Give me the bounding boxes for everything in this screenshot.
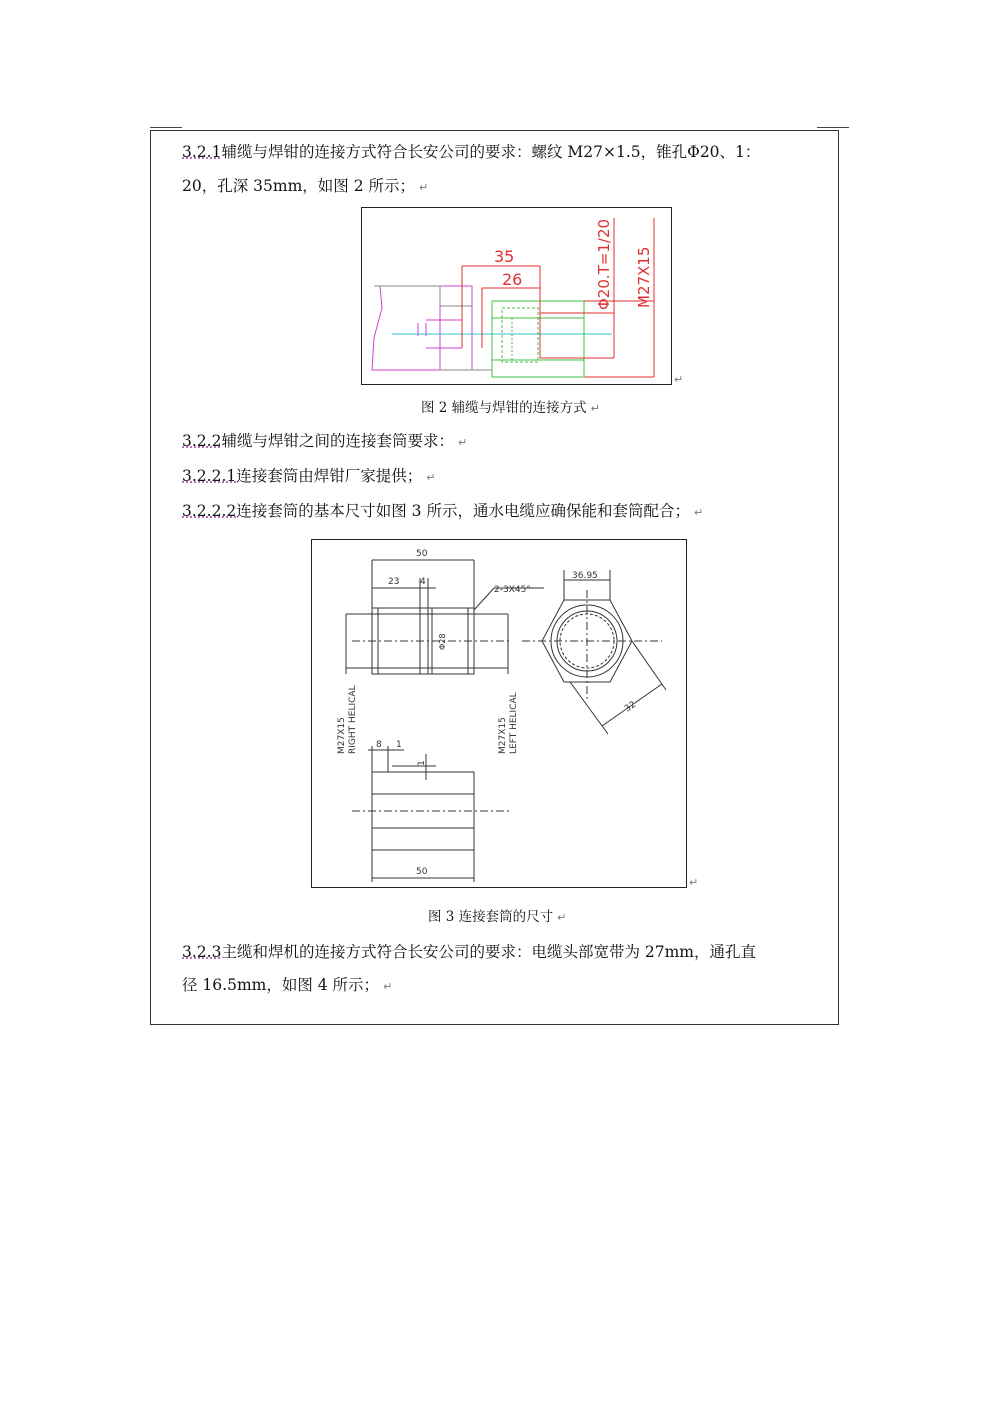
- paragraph-mark-icon: ↵: [674, 373, 684, 386]
- section-number: 3.2.1: [182, 143, 222, 161]
- label-left-thread: M27X15: [498, 717, 508, 754]
- dim-label-1b: 1: [417, 760, 427, 766]
- gun-body-outline: [372, 286, 472, 370]
- figure-2-drawing: [361, 207, 672, 385]
- paragraph-mark-icon: ↵: [383, 980, 393, 993]
- paragraph-mark-icon: ↵: [590, 402, 600, 415]
- paragraph-mark-icon: ↵: [689, 876, 699, 889]
- section-number: 3.2.3: [182, 943, 222, 961]
- dim-label-chamfer: 2-3X45°: [494, 585, 531, 595]
- paragraph-text: 连接套筒由焊钳厂家提供；: [236, 467, 423, 485]
- dim-label-35: 35: [494, 247, 515, 266]
- dim-label-taper: Φ20.T=1/20: [595, 218, 613, 310]
- section-number: 3.2.2.1: [182, 467, 237, 485]
- dim-label-8: 8: [376, 740, 382, 750]
- dim-label-50-bottom: 50: [416, 867, 428, 877]
- dim-label-32: 32: [622, 699, 639, 715]
- dim-label-4: 4: [420, 577, 426, 587]
- paragraph-text: 径 16.5mm，如图 4 所示；: [182, 976, 380, 994]
- figure-2-caption: [421, 396, 600, 416]
- dim-label-1a: 1: [396, 740, 402, 750]
- paragraph-mark-icon: ↵: [557, 911, 567, 924]
- paragraph-text: 连接套筒的基本尺寸如图 3 所示，通水电缆应确保能和套筒配合；: [236, 502, 690, 520]
- paragraph-mark-icon: ↵: [419, 181, 429, 194]
- dim-label-50: 50: [416, 549, 428, 559]
- paragraph-3-2-3-continued: [182, 968, 392, 1004]
- figure-3-drawing: [311, 539, 687, 888]
- paragraph-3-2-3: [182, 935, 756, 969]
- paragraph-3-2-2-1: [182, 459, 435, 495]
- section-number: 3.2.2: [182, 432, 222, 450]
- caption-text: 图 3 连接套筒的尺寸: [428, 909, 554, 925]
- section-number: 3.2.2.2: [182, 502, 237, 520]
- label-right-helical: RIGHT HELICAL: [348, 685, 358, 754]
- table-corner-mark-left: [150, 127, 182, 130]
- paragraph-mark-icon: ↵: [693, 506, 704, 519]
- paragraph-3-2-2-2: [182, 494, 703, 530]
- paragraph-mark-icon: ↵: [426, 471, 436, 484]
- dim-label-26: 26: [502, 270, 523, 289]
- label-right-thread: M27X15: [337, 717, 347, 754]
- dim-label-36-95: 36.95: [572, 571, 598, 581]
- paragraph-text: 辅缆与焊钳之间的连接套筒要求：: [221, 432, 454, 450]
- paragraph-text: 20，孔深 35mm，如图 2 所示；: [182, 177, 415, 195]
- dim-label-thread: M27X15: [635, 246, 653, 308]
- paragraph-3-2-2: [182, 424, 467, 460]
- label-left-helical: LEFT HELICAL: [509, 692, 519, 754]
- dim-label-d28: Φ28: [438, 633, 447, 650]
- dim-label-23: 23: [388, 577, 400, 587]
- figure-3-caption: [428, 905, 566, 925]
- caption-text: 图 2 辅缆与焊钳的连接方式: [421, 400, 587, 416]
- paragraph-mark-icon: ↵: [457, 436, 468, 449]
- paragraph-text: 主缆和焊机的连接方式符合长安公司的要求：电缆头部宽带为 27mm，通孔直: [221, 943, 757, 961]
- paragraph-3-2-1: [182, 135, 760, 169]
- paragraph-text: 辅缆与焊钳的连接方式符合长安公司的要求：螺纹 M27×1.5，锥孔Φ20、1：: [221, 143, 761, 161]
- paragraph-3-2-1-continued: [182, 169, 428, 205]
- table-corner-mark-right: [817, 127, 849, 130]
